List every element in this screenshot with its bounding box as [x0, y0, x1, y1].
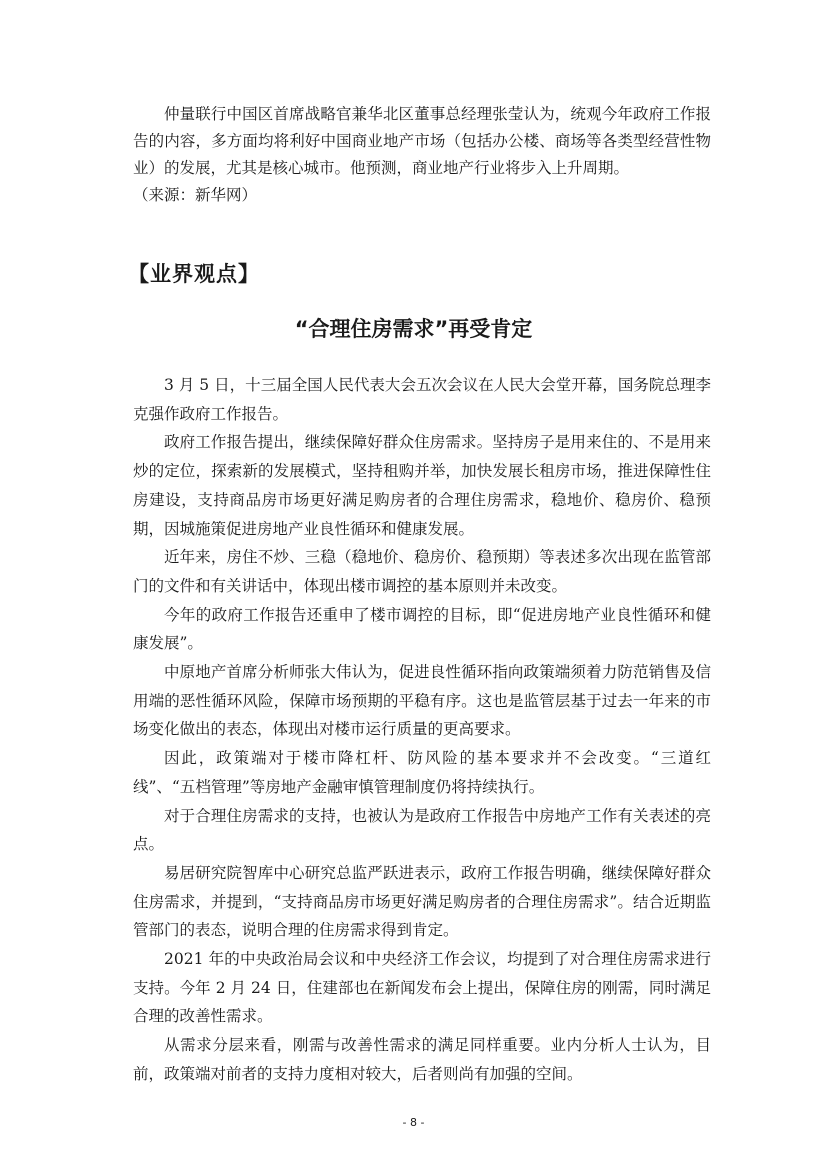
article-body [133, 371, 711, 1089]
page-number: - 8 - [402, 1116, 425, 1129]
article-paragraph: 今年的政府工作报告还重申了楼市调控的目标，即“促进房地产业良性循环和健康发展”。 [133, 605, 711, 653]
section-title: 【业界观点】 [128, 262, 260, 286]
article-paragraph: 近年来，房住不炒、三稳（稳地价、稳房价、稳预期）等表述多次出现在监管部门的文件和有关讲话中，体现出楼市调控的基本原则并未改变。 [133, 548, 711, 595]
article-paragraph: 对于合理住房需求的支持，也被认为是政府工作报告中房地产工作有关表述的亮点。 [133, 806, 711, 854]
intro-paragraph: 仲量联行中国区首席战略官兼华北区董事总经理张莹认为，统观今年政府工作报告的内容，多方面均将利好中国商业地产市场（包括办公楼、商场等各类型经营性物业）的发展，尤其是核心城市。他预测，商业地产行业将步入上升周期。 [133, 105, 711, 177]
article-paragraph: 从需求分层来看，刚需与改善性需求的满足同样重要。业内分析人士认为，目前，政策端对前者的支持力度相对较大，后者则尚有加强的空间。 [133, 1036, 711, 1083]
article-paragraph: 因此，政策端对于楼市降杠杆、防风险的基本要求并不会改变。“三道红线”、“五档管理”等房地产金融审慎管理制度仍将持续执行。 [133, 749, 711, 796]
article-paragraph: 中原地产首席分析师张大伟认为，促进良性循环指向政策端须着力防范销售及信用端的恶性循环风险，保障市场预期的平稳有序。这也是监管层基于过去一年来的市场变化做出的表态，体现出对楼市运行质量的更高要求。 [133, 663, 711, 739]
intro-source: （来源：新华网） [133, 186, 258, 204]
article-paragraph: 3 月 5 日，十三届全国人民代表大会五次会议在人民大会堂开幕，国务院总理李克强作政府工作报告。 [133, 376, 711, 423]
article-paragraph: 政府工作报告提出，继续保障好群众住房需求。坚持房子是用来住的、不是用来炒的定位，探索新的发展模式，坚持租购并举，加快发展长租房市场，推进保障性住房建设，支持商品房市场更好满足购房者的合理住房需求，稳地价、稳房价、稳预期，因城施策促进房地产业良性循环和健康发展。 [133, 433, 711, 538]
article-title: “合理住房需求”再受肯定 [294, 317, 533, 341]
intro-block [133, 101, 711, 209]
article-paragraph: 2021 年的中央政治局会议和中央经济工作会议，均提到了对合理住房需求进行支持。今年 2 月 24 日，住建部也在新闻发布会上提出，保障住房的刚需，同时满足合理的改善性需求。 [133, 950, 711, 1026]
article-paragraph: 易居研究院智库中心研究总监严跃进表示，政府工作报告明确，继续保障好群众住房需求，并提到，“支持商品房市场更好满足购房者的合理住房需求”。结合近期监管部门的表态，说明合理的住房需求得到肯定。 [133, 863, 711, 940]
